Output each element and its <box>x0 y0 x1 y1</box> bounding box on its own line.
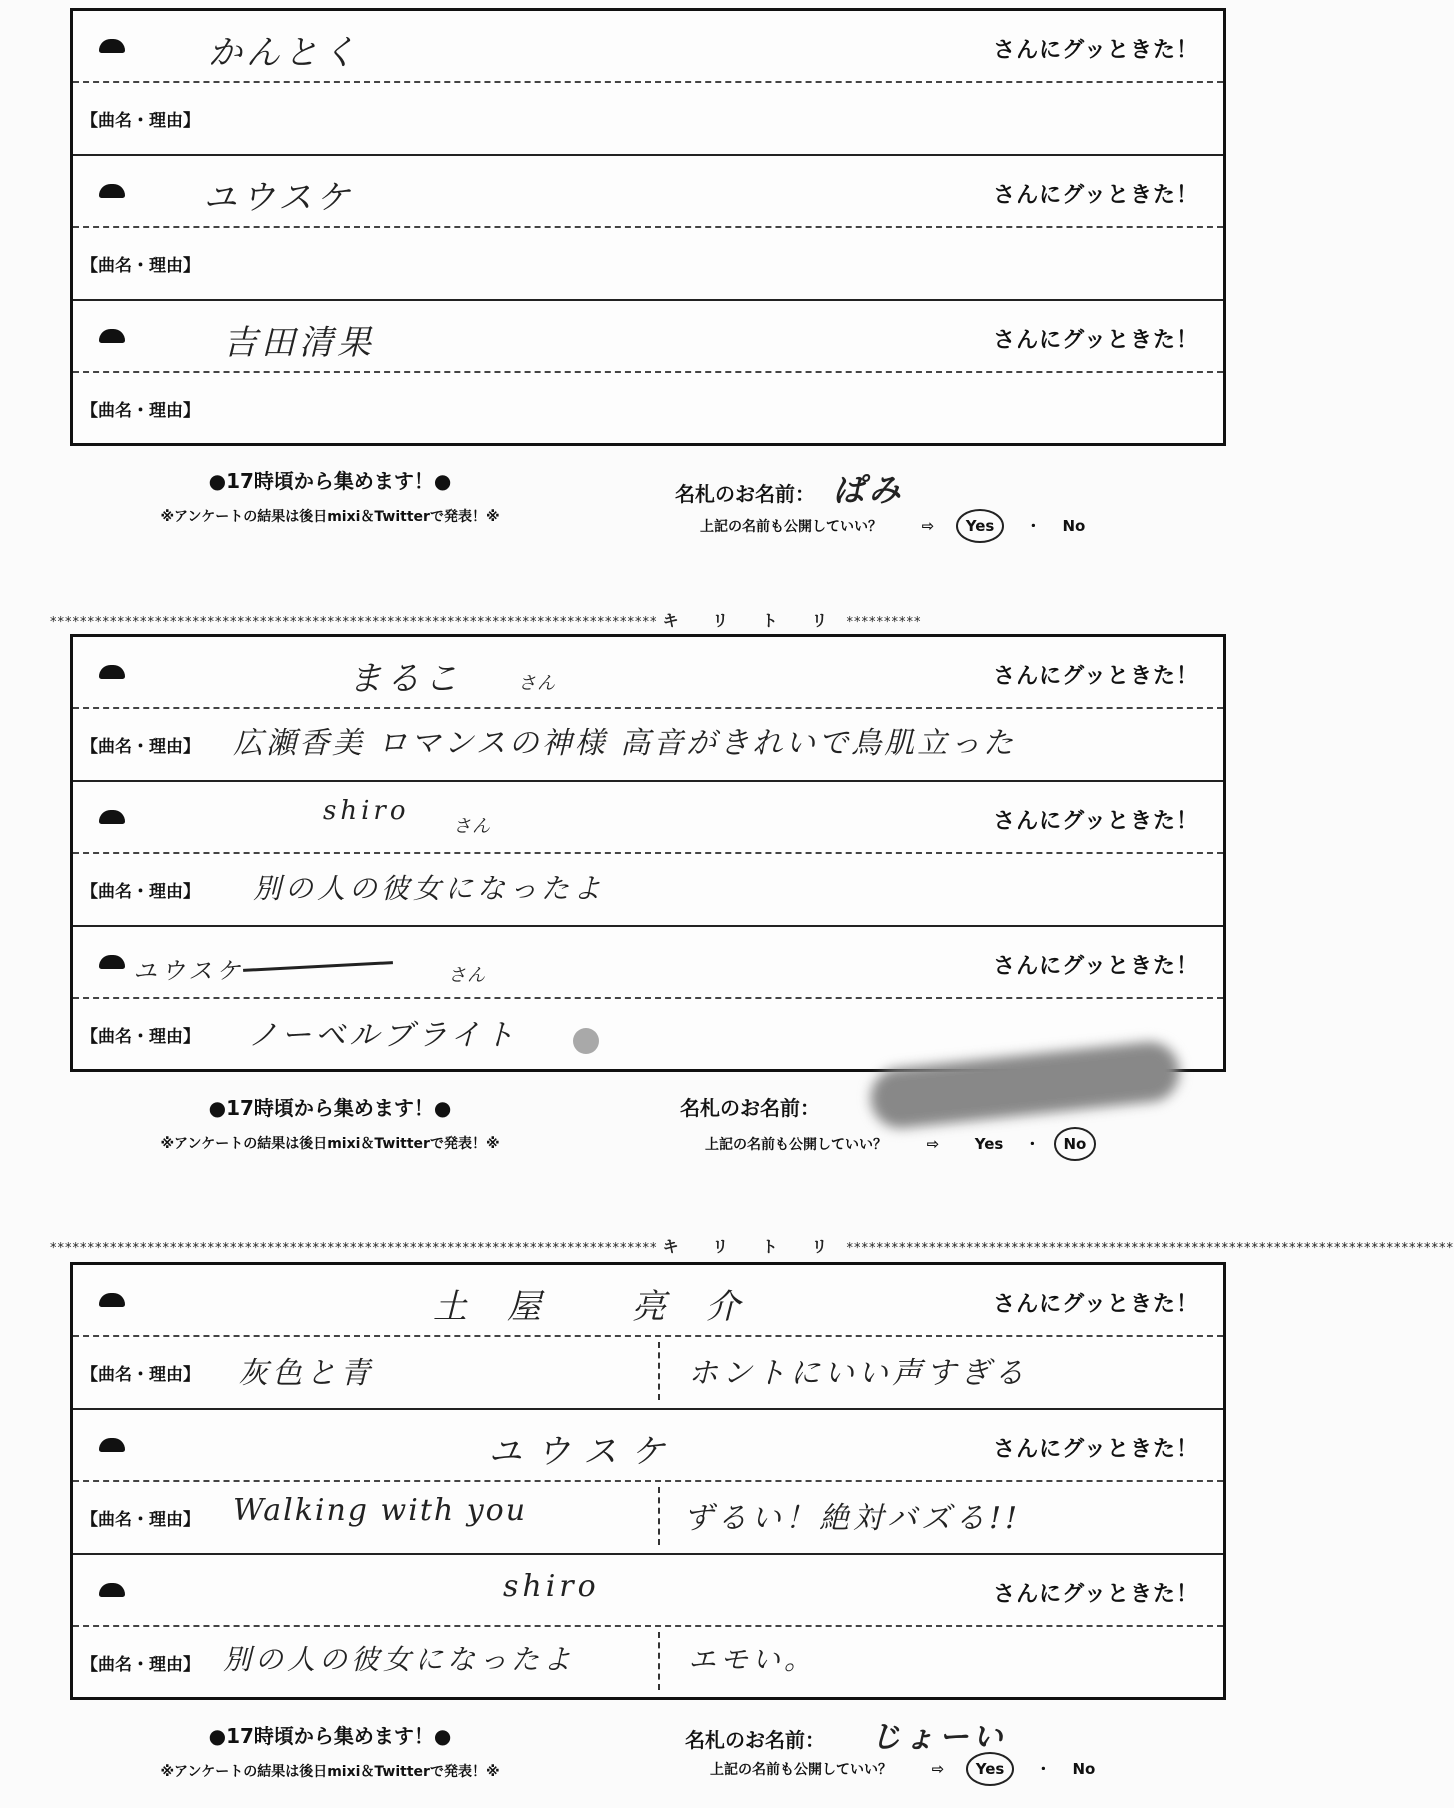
handwritten-name: まるこ <box>348 659 462 699</box>
cut-line: ********************************************************************************* キ リ ト リ ********************************************************************************* <box>50 1237 1454 1256</box>
song-reason-label: 【曲名・理由】 <box>81 401 200 421</box>
results-notice: ※アンケートの結果は後日mixi＆Twitterで発表！※ <box>160 1136 500 1152</box>
separator-dot: ・ <box>1025 517 1041 535</box>
cut-label: キ リ ト リ <box>662 611 842 630</box>
song-reason-label: 【曲名・理由】 <box>81 256 200 276</box>
handwritten-reason: エモい。 <box>688 1643 817 1676</box>
song-reason-label: 【曲名・理由】 <box>81 111 200 131</box>
nametag-label: 名札のお名前： <box>680 1096 820 1120</box>
handwritten-nametag: ぱみ <box>832 471 905 509</box>
separator-dot: ・ <box>1024 1135 1040 1153</box>
handwritten-song: 別の人の彼女になったよ <box>223 1643 576 1676</box>
song-reason-divider <box>658 1342 660 1400</box>
suffix-text: さんにグッときた！ <box>993 328 1199 353</box>
separator-dot: ・ <box>1035 1760 1051 1778</box>
publish-question: 上記の名前も公開していい？ <box>700 519 882 535</box>
handwritten-honorific: さん <box>518 673 556 694</box>
nametag-label: 名札のお名前： <box>675 482 815 506</box>
song-reason-divider <box>658 1487 660 1545</box>
handwritten-name: shiro <box>503 1569 600 1604</box>
nametag-label: 名札のお名前： <box>685 1728 825 1752</box>
song-reason-label: 【曲名・理由】 <box>81 1365 200 1385</box>
suffix-text: さんにグッときた！ <box>993 809 1199 834</box>
song-reason-label: 【曲名・理由】 <box>81 1655 200 1675</box>
nametag-area <box>675 465 1085 536</box>
handwritten-name: 土屋 亮介 <box>433 1287 780 1327</box>
arrow-icon: ⇨ <box>931 1760 945 1778</box>
publish-question: 上記の名前も公開していい？ <box>710 1762 892 1778</box>
song-reason-label: 【曲名・理由】 <box>81 1027 200 1047</box>
handwritten-reason: 別の人の彼女になったよ <box>253 872 606 905</box>
song-reason-label: 【曲名・理由】 <box>81 1510 200 1530</box>
entry-box <box>70 634 1226 1072</box>
strikethrough-mark <box>243 961 393 972</box>
handwritten-nametag: じょーい <box>870 1720 1007 1755</box>
handwritten-honorific: さん <box>448 965 486 986</box>
handwritten-name: かんとく <box>208 33 360 73</box>
handwritten-name: shiro <box>323 796 410 826</box>
suffix-text: さんにグッときた！ <box>993 954 1199 979</box>
suffix-text: さんにグッときた！ <box>993 664 1199 689</box>
hat-icon <box>99 39 125 53</box>
footer-notice <box>95 1720 565 1781</box>
collect-notice: ●17時頃から集めます！● <box>208 1096 452 1120</box>
collect-notice: ●17時頃から集めます！● <box>208 1724 452 1748</box>
handwritten-reason: ずるい！絶対バズる!! <box>683 1501 1022 1536</box>
suffix-text: さんにグッときた！ <box>993 1437 1199 1462</box>
results-notice: ※アンケートの結果は後日mixi＆Twitterで発表！※ <box>160 1764 500 1780</box>
suffix-text: さんにグッときた！ <box>993 183 1199 208</box>
handwritten-name: ユウスケ <box>488 1432 679 1472</box>
hat-icon <box>99 1293 125 1307</box>
song-reason-label: 【曲名・理由】 <box>81 737 200 757</box>
cut-line: ********************************************************************************* キ リ ト リ ********** <box>50 611 922 630</box>
song-reason-divider <box>658 1632 660 1690</box>
hat-icon <box>99 1438 125 1452</box>
hat-icon <box>99 184 125 198</box>
publish-question: 上記の名前も公開していい？ <box>705 1137 887 1153</box>
hat-icon <box>99 955 125 969</box>
handwritten-name: 吉田清果 <box>223 323 375 363</box>
handwritten-honorific: さん <box>453 816 491 837</box>
handwritten-reason: ホントにいい声すぎる <box>688 1356 1028 1391</box>
suffix-text: さんにグッときた！ <box>993 1292 1199 1317</box>
suffix-text: さんにグッときた！ <box>993 1582 1199 1607</box>
yes-option: Yes <box>956 509 1005 543</box>
suffix-text: さんにグッときた！ <box>993 38 1199 63</box>
handwritten-name: ユウスケ <box>203 178 354 218</box>
entry-box <box>70 1262 1226 1700</box>
nametag-area <box>685 1712 1095 1779</box>
arrow-icon: ⇨ <box>926 1135 940 1153</box>
hat-icon <box>99 665 125 679</box>
yes-option: Yes <box>966 1752 1015 1786</box>
hat-icon <box>99 810 125 824</box>
footer-notice <box>95 465 565 526</box>
arrow-icon: ⇨ <box>921 517 935 535</box>
cut-label: キ リ ト リ <box>662 1237 842 1256</box>
entry-box <box>70 8 1226 446</box>
handwritten-song: Walking with you <box>233 1493 528 1528</box>
no-option: No <box>1054 1127 1097 1161</box>
hat-icon <box>99 329 125 343</box>
handwritten-name: ユウスケ <box>133 957 245 985</box>
no-option: No <box>1062 517 1086 535</box>
yes-option: Yes <box>974 1135 1004 1153</box>
song-reason-label: 【曲名・理由】 <box>81 882 200 902</box>
handwritten-reason: 広瀬香美 ロマンスの神様 高音がきれいで鳥肌立った <box>233 726 1017 761</box>
handwritten-reason: ノーベルブライト <box>248 1018 519 1053</box>
gray-dot-mark <box>573 1028 599 1054</box>
hat-icon <box>99 1583 125 1597</box>
no-option: No <box>1072 1760 1096 1778</box>
handwritten-song: 灰色と青 <box>238 1356 374 1391</box>
collect-notice: ●17時頃から集めます！● <box>208 469 452 493</box>
results-notice: ※アンケートの結果は後日mixi＆Twitterで発表！※ <box>160 509 500 525</box>
footer-notice <box>95 1092 565 1153</box>
